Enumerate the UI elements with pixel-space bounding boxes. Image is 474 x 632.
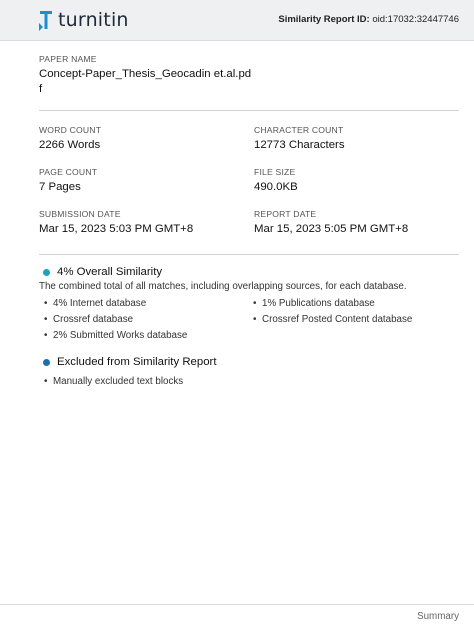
- list-item-text: Crossref database: [53, 314, 134, 325]
- paper-name-line1: Concept-Paper_Thesis_Geocadin et.al.pd: [39, 68, 252, 80]
- paper-name-label: PAPER NAME: [39, 54, 97, 64]
- report-id-label: Similarity Report ID:: [278, 14, 370, 25]
- list-item: • 1% Publications database: [253, 298, 375, 309]
- word-count-value: 2266 Words: [39, 139, 101, 151]
- overall-similarity-title: 4% Overall Similarity: [57, 266, 163, 278]
- submission-date-label: SUBMISSION DATE: [39, 209, 121, 219]
- divider: [39, 110, 459, 111]
- page-count-value: 7 Pages: [39, 181, 81, 193]
- character-count-value: 12773 Characters: [254, 139, 345, 151]
- list-item: • Crossref database: [44, 314, 134, 325]
- excluded-heading: [43, 356, 217, 368]
- similarity-report-id: [278, 14, 459, 25]
- report-date-label: REPORT DATE: [254, 209, 317, 219]
- submission-date-value: Mar 15, 2023 5:03 PM GMT+8: [39, 223, 194, 235]
- list-item-text: 4% Internet database: [53, 298, 147, 309]
- list-item-text: Crossref Posted Content database: [262, 314, 413, 325]
- overall-similarity-heading: [43, 266, 162, 278]
- footer-summary-label: Summary: [417, 611, 459, 622]
- list-item: • Manually excluded text blocks: [44, 376, 184, 387]
- list-item: • Crossref Posted Content database: [253, 314, 413, 325]
- list-item-text: Manually excluded text blocks: [53, 376, 184, 387]
- file-size-value: 490.0KB: [254, 181, 298, 193]
- report-header: [0, 0, 474, 41]
- report-date-value: Mar 15, 2023 5:05 PM GMT+8: [254, 223, 409, 235]
- divider: [39, 254, 459, 255]
- list-item-text: 2% Submitted Works database: [53, 330, 188, 341]
- footer-divider: [0, 604, 474, 605]
- excluded-dot-icon: [43, 359, 50, 366]
- page-count-label: PAGE COUNT: [39, 167, 98, 177]
- list-item: • 4% Internet database: [44, 298, 147, 309]
- list-item-text: 1% Publications database: [262, 298, 375, 309]
- turnitin-logo-icon: [38, 9, 54, 31]
- turnitin-logo: [38, 8, 129, 32]
- character-count-label: CHARACTER COUNT: [254, 125, 344, 135]
- file-size-label: FILE SIZE: [254, 167, 296, 177]
- paper-name-line2: f: [39, 83, 43, 95]
- list-item: • 2% Submitted Works database: [44, 330, 188, 341]
- brand-name: turnitin: [58, 9, 129, 31]
- similarity-dot-icon: [43, 269, 50, 276]
- similarity-description: The combined total of all matches, including overlapping sources, for each database.: [39, 281, 407, 292]
- word-count-label: WORD COUNT: [39, 125, 102, 135]
- report-id-value: oid:17032:32447746: [372, 14, 459, 25]
- excluded-title: Excluded from Similarity Report: [57, 356, 217, 368]
